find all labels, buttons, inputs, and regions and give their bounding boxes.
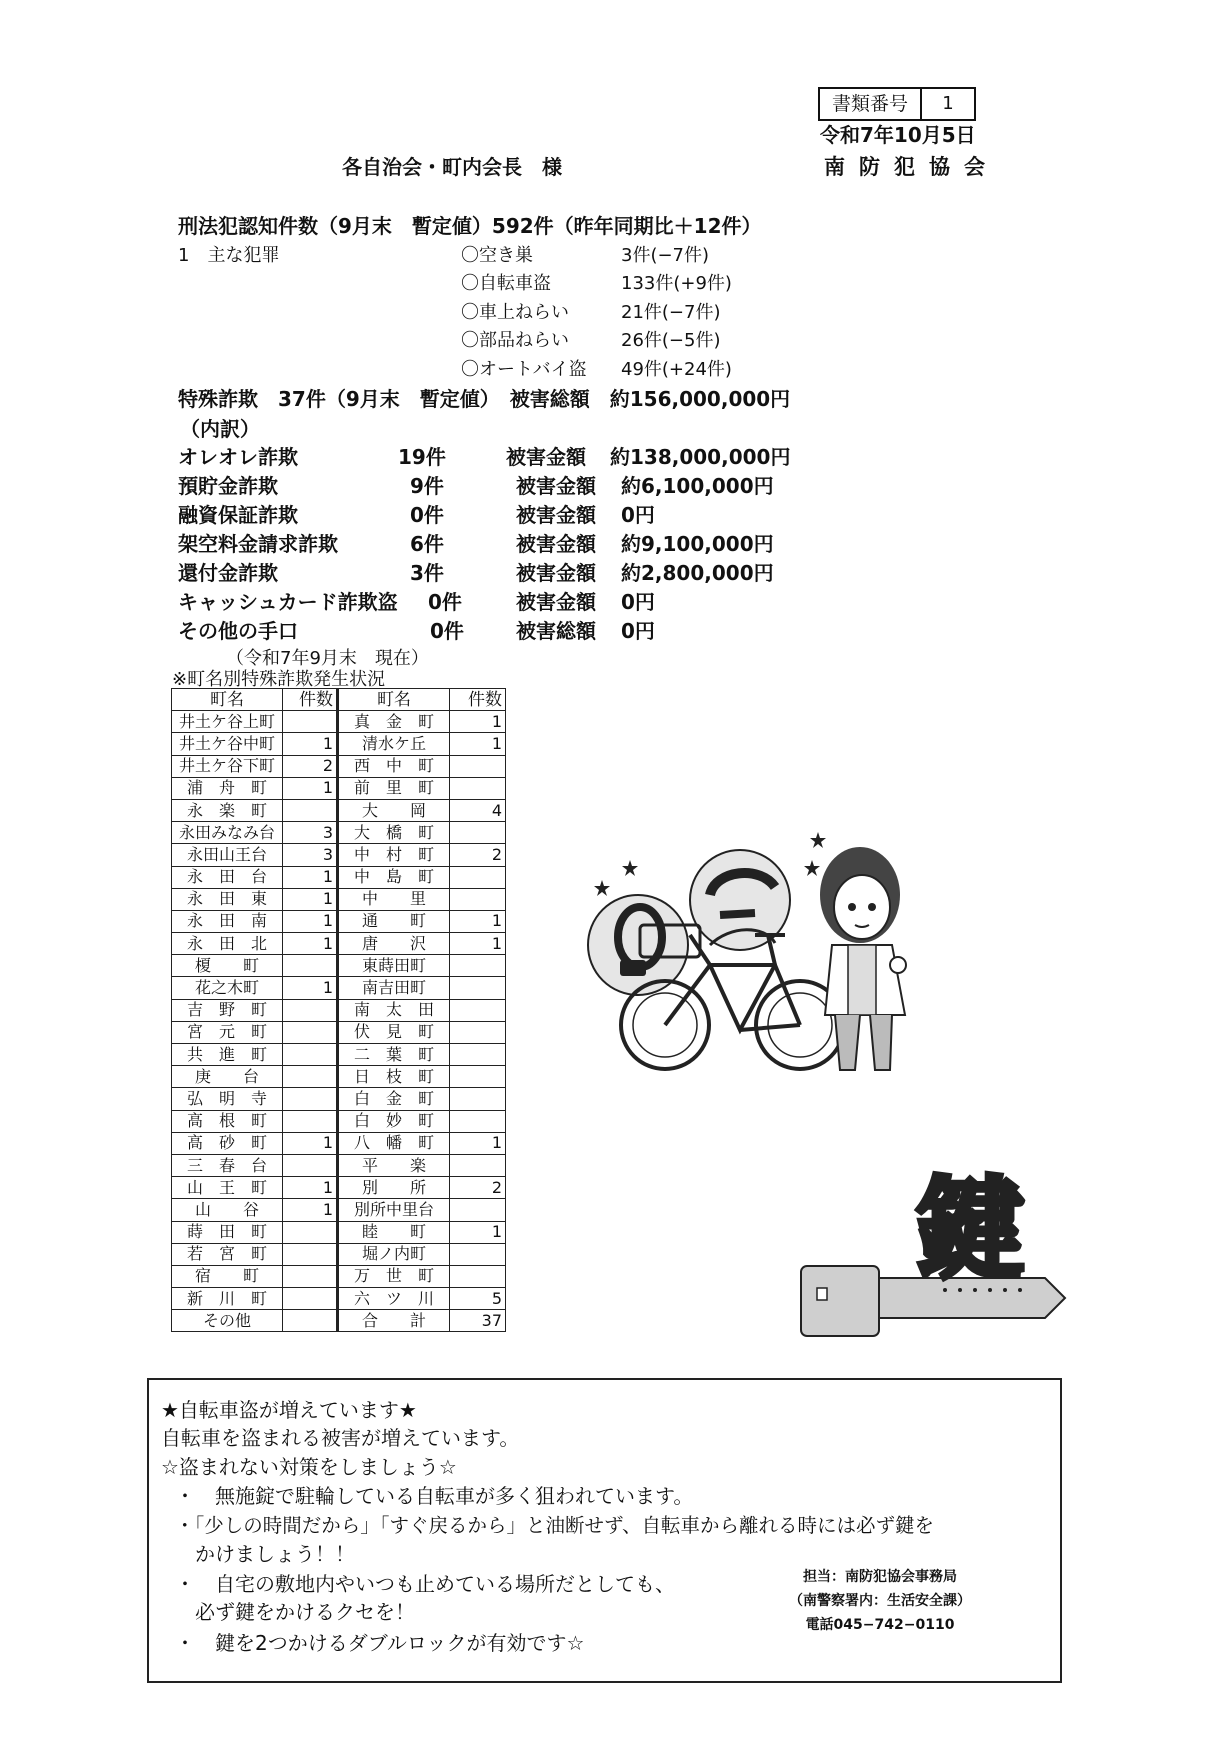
contact-phone: 電話045−742−0110 (805, 1617, 955, 1633)
table-row (172, 1044, 506, 1066)
town-name: 井土ケ谷中町 (172, 733, 283, 755)
key-kanji: 鍵 (915, 1166, 1025, 1294)
fraud-amount: 0円 (621, 590, 655, 614)
fraud-type: 架空料金請求詐欺 (178, 532, 338, 556)
document-number-label: 書類番号 (820, 89, 922, 119)
town-name: 若 宮 町 (172, 1243, 283, 1265)
town-count: 1 (283, 1199, 338, 1221)
fraud-amount: 約9,100,000円 (621, 532, 774, 556)
crime-item (461, 355, 732, 381)
fraud-amount-label: 被害総額 (516, 619, 596, 643)
town-count (283, 955, 338, 977)
town-count (450, 777, 506, 799)
crime-heading: 刑法犯認知件数（9月末 暫定値）592件（昨年同期比＋12件） (178, 214, 762, 238)
table-row (172, 733, 506, 755)
table-row (172, 799, 506, 821)
table-row (172, 1265, 506, 1287)
town-count: 1 (450, 933, 506, 955)
town-name: 真 金 町 (338, 711, 450, 733)
town-name: 山 王 町 (172, 1177, 283, 1199)
table-row (172, 844, 506, 866)
town-count (283, 711, 338, 733)
table-row (172, 977, 506, 999)
town-count (283, 1310, 338, 1332)
table-row (172, 888, 506, 910)
column-header: 町名 (172, 689, 283, 711)
town-count: 1 (283, 888, 338, 910)
town-name: 東蒔田町 (338, 955, 450, 977)
town-fraud-table (171, 688, 506, 1332)
table-row (172, 866, 506, 888)
notice-bullet: ・「少しの時間だから」「すぐ戻るから」と油断せず、自転車から離れる時には必ず鍵を (175, 1514, 934, 1537)
town-count: 1 (450, 711, 506, 733)
fraud-count: 0件 (430, 619, 464, 643)
town-count: 1 (450, 910, 506, 932)
table-row (172, 910, 506, 932)
notice-bullet: ・ 無施錠で駐輪している自転車が多く狙われています。 (175, 1484, 694, 1508)
town-count: 1 (283, 977, 338, 999)
table-row (172, 822, 506, 844)
fraud-type: 預貯金詐欺 (178, 474, 278, 498)
town-count: 1 (450, 733, 506, 755)
town-count (450, 1044, 506, 1066)
addressee: 各自治会・町内会長 様 (342, 155, 562, 179)
notice-bullet-cont: 必ず鍵をかけるクセを！ (175, 1600, 415, 1624)
town-name: 南吉田町 (338, 977, 450, 999)
town-name: 永 田 東 (172, 888, 283, 910)
table-row (172, 999, 506, 1021)
table-row (172, 711, 506, 733)
town-name: 合 計 (338, 1310, 450, 1332)
town-name: 伏 見 町 (338, 1021, 450, 1043)
document-number-value: 1 (942, 93, 954, 114)
key-illustration (795, 1158, 1080, 1346)
town-name: 庚 台 (172, 1066, 283, 1088)
town-name: 通 町 (338, 910, 450, 932)
town-name: 三 春 台 (172, 1154, 283, 1176)
crime-item-count: 26件(−5件) (621, 330, 721, 351)
table-row (172, 1021, 506, 1043)
fraud-count: 3件 (410, 561, 444, 585)
fraud-heading: 特殊詐欺 37件（9月末 暫定値） 被害総額 約156,000,000円 (178, 387, 791, 411)
table-row (172, 955, 506, 977)
notice-bullet-cont: かけましょう！！ (175, 1542, 355, 1566)
town-name: 八 幡 町 (338, 1132, 450, 1154)
bicycle-theft-illustration (580, 815, 940, 1080)
table-row (172, 1221, 506, 1243)
town-table-body (172, 711, 506, 1332)
main-crimes-label: 1 主な犯罪 (178, 245, 280, 266)
town-count (283, 1265, 338, 1287)
town-name: 井土ケ谷下町 (172, 755, 283, 777)
town-name: 共 進 町 (172, 1044, 283, 1066)
town-count (283, 1066, 338, 1088)
table-row (172, 1066, 506, 1088)
town-table-title: ※町名別特殊詐欺発生状況 (172, 669, 386, 690)
contact-info (789, 1565, 971, 1637)
fraud-amount-label: 被害金額 (516, 532, 596, 556)
town-count (283, 1110, 338, 1132)
town-name: 前 里 町 (338, 777, 450, 799)
town-name: 永田みなみ台 (172, 822, 283, 844)
town-count: 1 (450, 1132, 506, 1154)
town-count (450, 1243, 506, 1265)
fraud-type: オレオレ詐欺 (178, 445, 298, 469)
town-name: 二 葉 町 (338, 1044, 450, 1066)
table-row (172, 1310, 506, 1332)
crime-item-name: 〇オートバイ盗 (461, 359, 587, 380)
table-row (172, 933, 506, 955)
town-count (450, 888, 506, 910)
table-row (172, 777, 506, 799)
town-name: 井土ケ谷上町 (172, 711, 283, 733)
notice-line: 自転車を盗まれる被害が増えています。 (161, 1426, 520, 1450)
town-name: 宿 町 (172, 1265, 283, 1287)
fraud-amount-label: 被害金額 (516, 474, 596, 498)
town-count: 4 (450, 799, 506, 821)
town-name: 高 根 町 (172, 1110, 283, 1132)
town-count (450, 866, 506, 888)
town-name: 中 島 町 (338, 866, 450, 888)
town-name: 山 谷 (172, 1199, 283, 1221)
contact-office: （南警察署内：生活安全課） (789, 1593, 971, 1609)
notice-title: ★自転車盗が増えています★ (161, 1398, 417, 1422)
table-row (172, 1110, 506, 1132)
town-count (450, 1199, 506, 1221)
table-header-row (172, 689, 506, 711)
town-count (283, 1154, 338, 1176)
town-count: 1 (283, 866, 338, 888)
table-row (172, 1177, 506, 1199)
town-count: 5 (450, 1288, 506, 1310)
fraud-amount: 0円 (621, 503, 655, 527)
fraud-amount-label: 被害金額 (516, 590, 596, 614)
town-name: 浦 舟 町 (172, 777, 283, 799)
column-header: 件数 (283, 689, 338, 711)
table-row (172, 1243, 506, 1265)
town-name: その他 (172, 1310, 283, 1332)
town-name: 永田山王台 (172, 844, 283, 866)
town-count (283, 1021, 338, 1043)
table-row (172, 755, 506, 777)
fraud-amount: 約2,800,000円 (621, 561, 774, 585)
town-count (450, 955, 506, 977)
town-count (283, 1221, 338, 1243)
fraud-count: 6件 (410, 532, 444, 556)
fraud-type: その他の手口 (178, 619, 298, 643)
town-count: 1 (283, 1177, 338, 1199)
fraud-amount: 約138,000,000円 (610, 445, 791, 469)
table-row (172, 1288, 506, 1310)
fraud-type: 融資保証詐欺 (178, 503, 298, 527)
town-count: 3 (283, 844, 338, 866)
town-count (283, 1243, 338, 1265)
crime-item-count: 49件(+24件) (621, 359, 732, 380)
crime-item-name: 〇部品ねらい (461, 330, 569, 351)
notice-bullet: ・ 鍵を2つかけるダブルロックが有効です☆ (175, 1631, 585, 1655)
woman-illustration (820, 847, 906, 1070)
crime-item-count: 21件(−7件) (621, 302, 721, 323)
town-name: 高 砂 町 (172, 1132, 283, 1154)
notice-bullet: ・ 自宅の敷地内やいつも止めている場所だとしても、 (175, 1572, 675, 1596)
fraud-count: 0件 (410, 503, 444, 527)
bicycle-theft-notice (147, 1378, 1062, 1683)
crime-item-name: 〇自転車盗 (461, 273, 551, 294)
town-count: 2 (283, 755, 338, 777)
town-name: 永 楽 町 (172, 799, 283, 821)
town-count: 2 (450, 844, 506, 866)
town-count (450, 822, 506, 844)
town-count: 3 (283, 822, 338, 844)
town-count: 1 (283, 777, 338, 799)
town-name: 弘 明 寺 (172, 1088, 283, 1110)
table-row (172, 1132, 506, 1154)
fraud-type: キャッシュカード詐欺盗 (178, 590, 398, 614)
town-name: 永 田 南 (172, 910, 283, 932)
fraud-amount-label: 被害金額 (506, 445, 586, 469)
fraud-amount: 約6,100,000円 (621, 474, 774, 498)
town-name: 日 枝 町 (338, 1066, 450, 1088)
town-name: 蒔 田 町 (172, 1221, 283, 1243)
town-name: 永 田 台 (172, 866, 283, 888)
contact-person: 担当：南防犯協会事務局 (803, 1569, 957, 1585)
town-name: 宮 元 町 (172, 1021, 283, 1043)
town-name: 平 楽 (338, 1154, 450, 1176)
notice-line: ☆盗まれない対策をしましょう☆ (161, 1455, 457, 1479)
town-name: 吉 野 町 (172, 999, 283, 1021)
town-count (450, 1110, 506, 1132)
town-name: 大 橋 町 (338, 822, 450, 844)
crime-item-name: 〇空き巣 (461, 245, 533, 266)
table-row (172, 1199, 506, 1221)
town-count: 1 (283, 733, 338, 755)
fraud-count: 9件 (410, 474, 444, 498)
town-count (450, 1088, 506, 1110)
town-count: 1 (450, 1221, 506, 1243)
table-row (172, 1088, 506, 1110)
town-name: 新 川 町 (172, 1288, 283, 1310)
town-count (283, 1288, 338, 1310)
town-count (283, 999, 338, 1021)
fraud-count: 0件 (428, 590, 462, 614)
town-count: 1 (283, 910, 338, 932)
town-count (283, 1088, 338, 1110)
fraud-amount-label: 被害金額 (516, 503, 596, 527)
crime-item (461, 326, 720, 352)
town-count (450, 1021, 506, 1043)
town-name: 大 岡 (338, 799, 450, 821)
town-name: 堀ノ内町 (338, 1243, 450, 1265)
town-count (450, 977, 506, 999)
as-of-date: （令和7年9月末 現在） (226, 648, 429, 669)
crime-item (461, 241, 709, 267)
town-name: 別所中里台 (338, 1199, 450, 1221)
town-name: 六 ツ 川 (338, 1288, 450, 1310)
fraud-amount: 0円 (621, 619, 655, 643)
town-count: 1 (283, 933, 338, 955)
town-count (450, 1066, 506, 1088)
town-name: 唐 沢 (338, 933, 450, 955)
town-count (450, 755, 506, 777)
fraud-breakdown-label: （内訳） (180, 417, 260, 441)
town-name: 南 太 田 (338, 999, 450, 1021)
column-header: 件数 (450, 689, 506, 711)
town-count (450, 1265, 506, 1287)
town-count (283, 799, 338, 821)
town-name: 万 世 町 (338, 1265, 450, 1287)
town-name: 西 中 町 (338, 755, 450, 777)
column-header: 町名 (338, 689, 450, 711)
town-count: 37 (450, 1310, 506, 1332)
document-number-box (818, 87, 976, 121)
town-count (283, 1044, 338, 1066)
town-name: 花之木町 (172, 977, 283, 999)
fraud-count: 19件 (398, 445, 446, 469)
town-name: 中 村 町 (338, 844, 450, 866)
town-count: 2 (450, 1177, 506, 1199)
town-name: 白 金 町 (338, 1088, 450, 1110)
town-name: 別 所 (338, 1177, 450, 1199)
town-name: 中 里 (338, 888, 450, 910)
fraud-amount-label: 被害金額 (516, 561, 596, 585)
town-name: 榎 町 (172, 955, 283, 977)
town-count (450, 999, 506, 1021)
organization-name: 南防犯協会 (824, 155, 999, 179)
town-name: 清水ケ丘 (338, 733, 450, 755)
crime-item (461, 269, 732, 295)
town-name: 白 妙 町 (338, 1110, 450, 1132)
crime-item-count: 3件(−7件) (621, 245, 710, 266)
crime-item-count: 133件(+9件) (621, 273, 732, 294)
crime-item-name: 〇車上ねらい (461, 302, 569, 323)
town-name: 睦 町 (338, 1221, 450, 1243)
town-name: 永 田 北 (172, 933, 283, 955)
crime-item (461, 298, 720, 324)
fraud-type: 還付金詐欺 (178, 561, 278, 585)
town-count: 1 (283, 1132, 338, 1154)
issue-date: 令和7年10月5日 (820, 123, 976, 147)
town-count (450, 1154, 506, 1176)
table-row (172, 1154, 506, 1176)
